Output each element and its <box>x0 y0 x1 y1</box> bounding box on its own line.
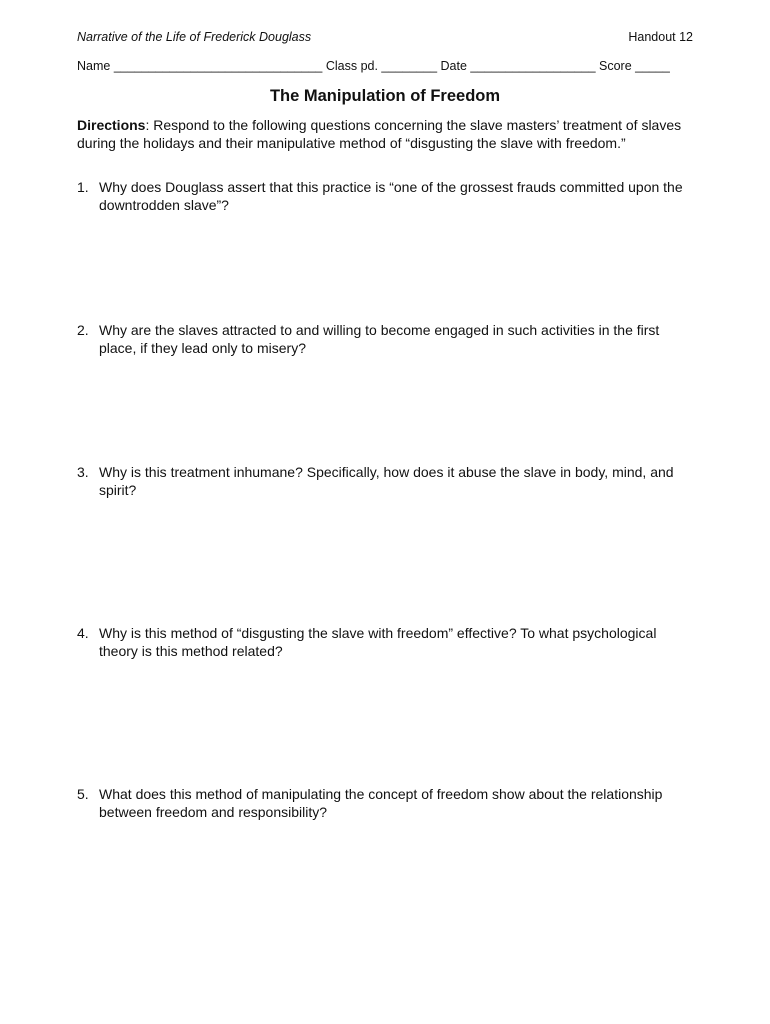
directions <box>77 116 695 152</box>
question-number: 3. <box>77 464 89 480</box>
question-number: 2. <box>77 322 89 338</box>
question-2 <box>77 321 699 357</box>
header-handout-number: Handout 12 <box>628 30 693 44</box>
question-text: Why is this method of “disgusting the slave with freedom” effective? To what psychological theory is this method related? <box>99 625 657 659</box>
question-text: What does this method of manipulating the concept of freedom show about the relationship between freedom and responsibility? <box>99 786 663 820</box>
directions-text: : Respond to the following questions concerning the slave masters’ treatment of slaves during the holidays and their manipulative method of “disgusting the slave with freedom.” <box>77 117 682 151</box>
question-number: 5. <box>77 786 89 802</box>
page-title: The Manipulation of Freedom <box>269 87 501 105</box>
directions-label: Directions <box>77 117 146 133</box>
question-4 <box>77 624 699 660</box>
question-text: Why does Douglass assert that this practice is “one of the grossest frauds committed upon the downtrodden slave”? <box>99 179 683 213</box>
question-text: Why is this treatment inhumane? Specifically, how does it abuse the slave in body, mind, and spirit? <box>99 464 674 498</box>
question-text: Why are the slaves attracted to and willing to become engaged in such activities in the first place, if they lead only to misery? <box>99 322 660 356</box>
header-book-title: Narrative of the Life of Frederick Douglass <box>77 30 312 44</box>
question-number: 1. <box>77 179 89 195</box>
question-number: 4. <box>77 625 89 641</box>
student-info-fields: Name ______________________________ Class pd. ________ Date __________________ Score _____ <box>77 59 670 73</box>
question-3 <box>77 463 699 499</box>
question-1 <box>77 178 699 214</box>
question-5 <box>77 785 699 821</box>
